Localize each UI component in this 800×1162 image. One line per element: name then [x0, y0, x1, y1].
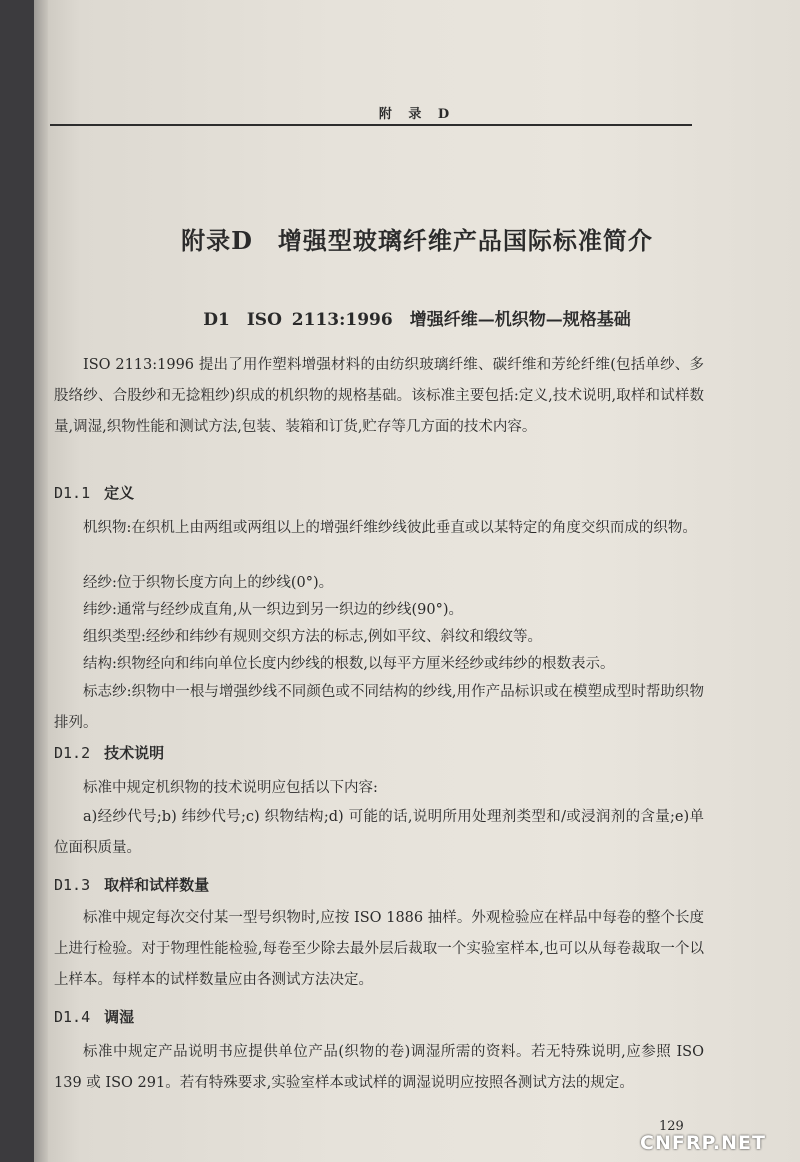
subsection-number: D1.3 [54, 876, 91, 894]
conditioning-paragraph: 标准中规定产品说明书应提供单位产品(织物的卷)调湿所需的资料。若无特殊说明,应参照 ISO 139 或 ISO 291。若有特殊要求,实验室样本或试样的调湿说明应按照各测试方法的规定。 [54, 1044, 704, 1091]
subsection-heading [54, 1006, 134, 1027]
subsection-heading [54, 874, 209, 895]
subsection-heading [54, 742, 164, 763]
spec-paragraph: a)经纱代号;b) 纬纱代号;c) 织物结构;d) 可能的话,说明所用处理剂类型和/或浸润剂的含量;e)单位面积质量。 [54, 809, 704, 856]
definition-paragraph: 组织类型:经纱和纬纱有规则交织方法的标志,例如平纹、斜纹和缎纹等。 [83, 629, 542, 645]
sampling-paragraph: 标准中规定每次交付某一型号织物时,应按 ISO 1886 抽样。外观检验应在样品中每卷的整个长度上进行检验。对于物理性能检验,每卷至少除去最外层后裁取一个实验室样本,也可以从每卷裁取一个以上样本。每样本的试样数量应由各测试方法决定。 [54, 910, 704, 988]
subsection-heading [54, 482, 134, 503]
appendix-title: 附录D 增强型玻璃纤维产品国际标准简介 [181, 226, 653, 255]
definition-paragraph: 标志纱:织物中一根与增强纱线不同颜色或不同结构的纱线,用作产品标识或在模塑成型时帮助织物排列。 [54, 684, 704, 731]
subsection-number: D1.4 [54, 1008, 91, 1026]
header-rule [50, 124, 692, 126]
site-watermark: CNFRP.NET [640, 1132, 766, 1154]
book-page [34, 0, 800, 1162]
subsection-title: 技术说明 [104, 744, 165, 762]
running-header: 附 录 D [378, 107, 456, 122]
definition-paragraph: 机织物:在织机上由两组或两组以上的增强纤维纱线彼此垂直或以某特定的角度交织而成的织物。 [83, 520, 697, 536]
intro-paragraph: ISO 2113:1996 提出了用作塑料增强材料的由纺织玻璃纤维、碳纤维和芳纶纤维(包括单纱、多股络纱、合股纱和无捻粗纱)织成的机织物的规格基础。该标准主要包括:定义,技术说明,取样和试样数量,调湿,织物性能和测试方法,包装、装箱和订货,贮存等几方面的技术内容。 [54, 357, 704, 435]
page-number: 129 [659, 1119, 684, 1134]
section-title: D1 ISO 2113:1996 增强纤维—机织物—规格基础 [203, 310, 631, 330]
spec-paragraph: 标准中规定机织物的技术说明应包括以下内容: [83, 780, 378, 796]
page-spine-shadow [34, 0, 48, 1162]
subsection-number: D1.2 [54, 744, 91, 762]
subsection-number: D1.1 [54, 484, 91, 502]
definition-paragraph: 纬纱:通常与经纱成直角,从一织边到另一织边的纱线(90°)。 [83, 602, 464, 618]
subsection-title: 取样和试样数量 [104, 876, 210, 894]
subsection-title: 定义 [104, 484, 135, 502]
definition-paragraph: 经纱:位于织物长度方向上的纱线(0°)。 [83, 575, 334, 591]
subsection-title: 调湿 [104, 1008, 135, 1026]
definition-paragraph: 结构:织物经向和纬向单位长度内纱线的根数,以每平方厘米经纱或纬纱的根数表示。 [83, 656, 615, 672]
